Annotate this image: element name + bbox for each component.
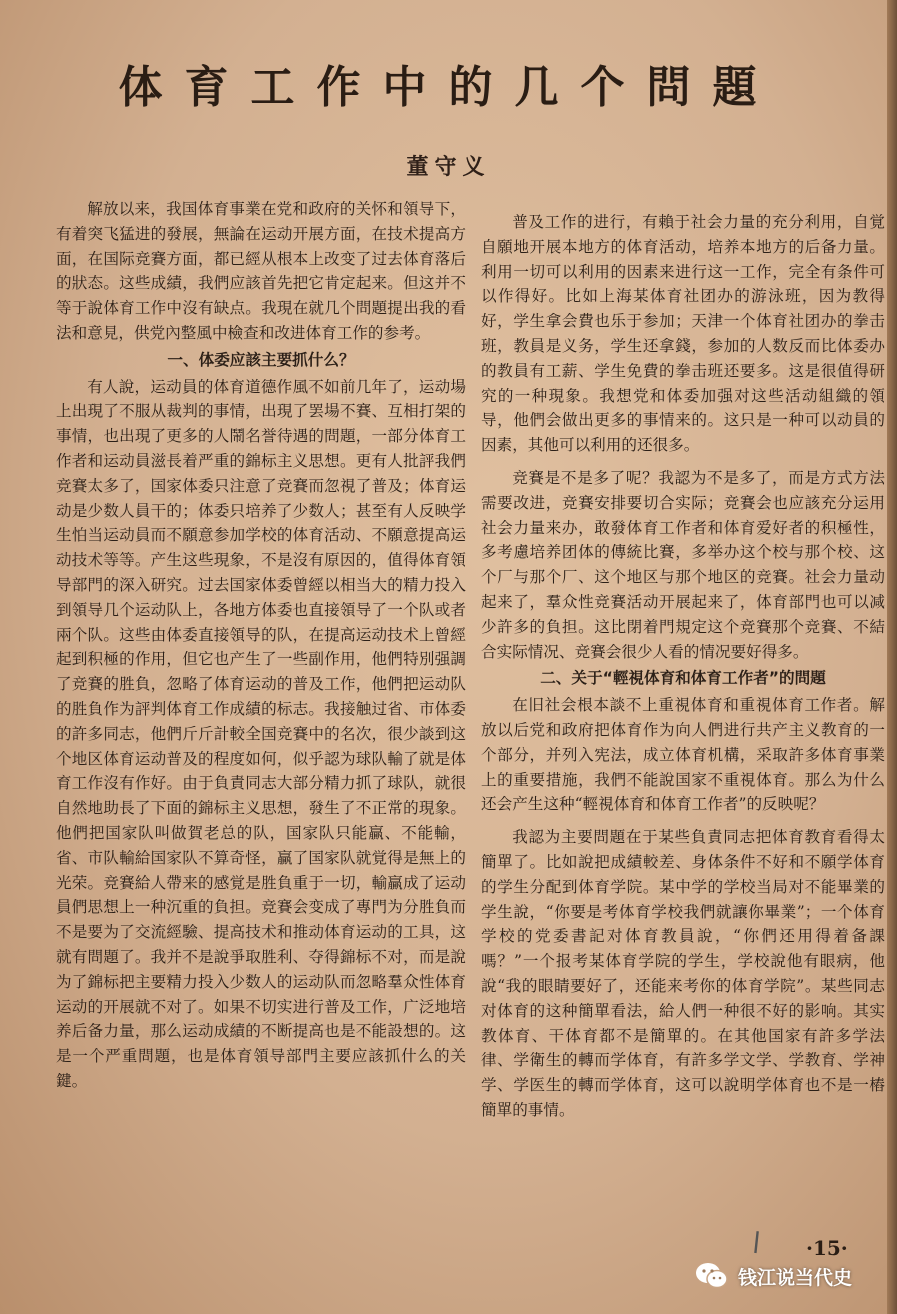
page-number: ·15·	[806, 1236, 848, 1260]
paragraph: 竞賽是不是多了呢？我認为不是多了，而是方式方法需要改进，竞賽安排要切合实际；竞賽会也应該充分运用社会力量来办，敢發体育工作者和体育爱好者的积極性，多考慮培养团体的傳統比賽，多举办这个校与那个校、这个厂与那个厂、这个地区与那个地区的竞賽。社会力量动起来了，羣众性竞賽活动开展起来了，体育部門也可以减少許多的負担。这比閉着門規定这个竞賽那个竞賽、不結合实际情况、竞賽会很少人看的情况要好得多。	[481, 468, 885, 661]
wechat-icon	[694, 1261, 730, 1291]
paragraph: 解放以来，我国体育事業在党和政府的关怀和領导下，有着突飞猛进的發展，無論在运动开展方面，在技术提高方面，在国际竞賽方面，都已經从根本上改变了过去体育落后的狀态。这些成績，我們应該首先把它肯定起来。但这并不等于說体育工作中沒有缺点。我現在就几个問題提出我的看法和意見，供党內整風中檢查和改进体育工作的参考。	[56, 200, 466, 342]
right-column	[481, 210, 885, 1123]
paragraph: 普及工作的进行，有賴于社会力量的充分利用，自覚自願地开展本地方的体育活动，培养本地方的后备力量。利用一切可以利用的因素来进行这一工作，完全有条件可以作得好。比如上海某体育社团办的游泳班，因为教得好，学生拿会費也乐于参加；天津一个体育社团办的拳击班，教員是义务，学生还拿錢，参加的人数反而比体委办的教員有工薪、学生免費的拳击班还要多。这是很值得研究的一种現象。我想党和体委加强对这些活动組織的領导，他們会做出更多的事情来的。这只是一种可以动員的因素，其他可以利用的还很多。	[481, 213, 885, 455]
article-author: 董守义	[406, 154, 491, 180]
section-heading: 一、体委应該主要抓什么？	[167, 350, 355, 369]
paragraph: 有人說，运动員的体育道德作風不如前几年了，运动場上出現了不服从裁判的事情，出現了罢場不賽、互相打架的事情，也出現了更多的人鬧名誉待遇的問題，一部分体育工作者和运动員滋長着严重的錦标主义思想。更有人批評我們竞賽太多了，国家体委只注意了竞賽而忽視了普及；体育运动是少数人員干的；体委只培养了少数人；甚至有人反映学生怕当运动員而不願意参加学校的体育活动、不願意提高运动技术等等。产生这些現象，不是沒有原因的，值得体育領导部門的深入研究。过去国家体委曾經以相当大的精力投入到領导几个运动队上，各地方体委也直接領导了一个队或者兩个队。这些由体委直接領导的队，在提高运动技术上曾經起到积極的作用，但它也产生了一些副作用，他們特別强調了竞賽的胜負，忽略了体育运动的普及工作，他們把运动队的胜負作为評判体育工作成績的标志。我接触过省、市体委的許多同志，他們斤斤計較全国竞賽中的名次，很少談到这个地区体育运动普及的程度如何，似乎認为球队輸了就是体育工作沒有作好。由于負責同志大部分精力抓了球队，就很自然地助長了下面的錦标主义思想，發生了不正常的現象。他們把国家队叫做賀老总的队，国家队只能贏、不能輸，省、市队輸給国家队不算奇怪，贏了国家队就覚得是無上的光荣。竞賽給人帶来的感覚是胜負重于一切，輸贏成了运动員們思想上一种沉重的負担。竞賽会变成了專門为分胜負而不是要为了交流經驗、提高技术和推动体育运动的工具，这就有問題了。我并不是說爭取胜利、夺得錦标不对，而是說为了錦标把主要精力投入少数人的运动队而忽略羣众性体育运动的开展就不对了。如果不切实进行普及工作，广泛地培养后备力量，那么运动成績的不断提高也是不能設想的。这是一个严重問題，也是体育領导部門主要应該抓什么的关鍵。	[56, 377, 466, 1090]
page-edge-shadow	[887, 0, 897, 1314]
article-title: 体育工作中的几个問題	[118, 62, 779, 113]
watermark-text: 钱江说当代史	[738, 1266, 853, 1289]
left-column	[56, 197, 466, 1094]
pencil-mark: ǀ	[750, 1225, 763, 1262]
paragraph: 我認为主要問題在于某些負責同志把体育教育看得太簡單了。比如說把成績較差、身体条件不好和不願学体育的学生分配到体育学院。某中学的学校当局对不能畢業的学生說，“你要是考体育学校我們就讓你畢業”；一个体育学校的党委書記对体育教員說，“你們还用得着备課嗎？”一个报考某体育学院的学生，学校說他有眼病，他說“我的眼睛要好了，还能来考你的体育学院”。某些同志对体育的这种簡單看法，給人們一种很不好的影响。其实教体育、干体育都不是簡單的。在其他国家有許多学法律、学衛生的轉而学体育，有許多学文学、学教育、学神学、学医生的轉而学体育，这可以說明学体育也不是一樁簡單的事情。	[481, 828, 885, 1119]
paragraph: 在旧社会根本談不上重視体育和重視体育工作者。解放以后党和政府把体育作为向人們进行共产主义教育的一个部分，并列入宪法，成立体育机構，采取許多体育事業上的重要措施，我們不能說国家不重視体育。那么为什么还会产生这种“輕視体育和体育工作者”的反映呢？	[481, 696, 885, 814]
watermark	[694, 1260, 852, 1292]
section-heading: 二、关于“輕視体育和体育工作者”的問題	[540, 669, 826, 688]
